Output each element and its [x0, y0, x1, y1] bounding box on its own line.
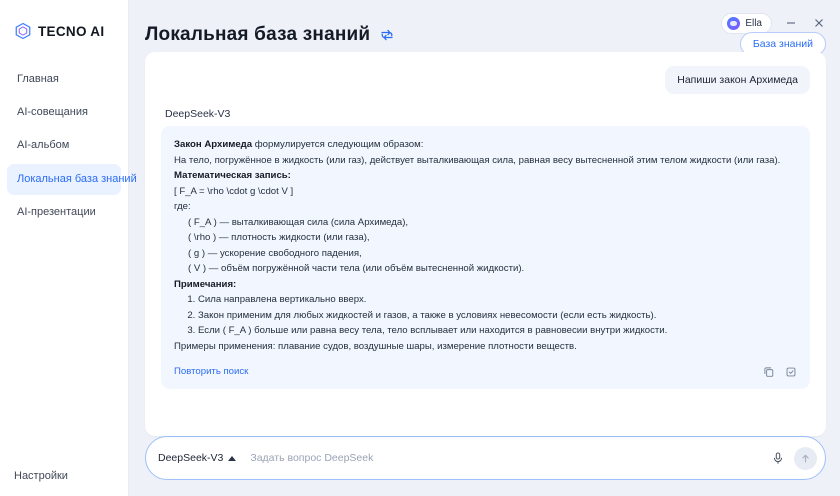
brand [0, 0, 128, 46]
sidebar-nav [0, 64, 137, 228]
composer [145, 436, 826, 480]
prompt-input[interactable] [242, 451, 762, 465]
caret-up-icon [228, 456, 236, 461]
user-message-row [161, 66, 810, 94]
answer-definition: ( \rho ) — плотность жидкости (или газа), [188, 232, 370, 244]
notes-heading-text: Примечания: [174, 278, 237, 290]
list-item: 1. Сила направлена вертикально вверх. [198, 292, 797, 308]
answer-definition: ( g ) — ускорение свободного падения, [188, 247, 362, 259]
knowledge-base-button[interactable]: База знаний [740, 32, 826, 56]
chat-scroll-area[interactable] [145, 52, 826, 436]
sidebar-item-presentations[interactable]: AI-презентации [17, 205, 96, 218]
sidebar-item-album[interactable]: AI-альбом [17, 139, 70, 152]
main-area [129, 0, 840, 496]
list-item: 3. Если ( F_A ) больше или равна весу тела, тело всплывает или находится в равновесии внутри жидкости. [198, 323, 797, 339]
user-message-bubble: Напиши закон Архимеда [665, 66, 810, 94]
minimize-button[interactable] [782, 14, 800, 32]
sidebar-item-meetings[interactable]: AI-совещания [17, 106, 88, 119]
save-icon[interactable] [785, 366, 797, 378]
answer-math-heading [174, 168, 797, 184]
answer-notes-list [174, 292, 797, 339]
send-button[interactable] [794, 447, 817, 470]
sidebar-item-knowledge-base[interactable]: Локальная база знаний [7, 164, 121, 195]
ella-label: Ella [745, 17, 762, 29]
answer-where-label: где: [174, 201, 191, 213]
answer-intro [174, 137, 797, 153]
model-selector[interactable] [158, 452, 236, 464]
ella-assistant-button[interactable] [721, 13, 772, 34]
message-action-icons [763, 366, 797, 378]
sidebar-item-home[interactable]: Главная [17, 73, 59, 85]
assistant-message-bubble [161, 126, 810, 389]
answer-definition: ( V ) — объём погружённой части тела (или объём вытесненной жидкости). [188, 263, 525, 275]
brand-name: TECNO AI [38, 23, 105, 39]
retry-search-link[interactable]: Повторить поиск [174, 366, 249, 378]
assistant-model-name: DeepSeek-V3 [165, 108, 231, 120]
chat-panel [145, 52, 826, 436]
refresh-icon[interactable] [379, 27, 395, 43]
answer-notes-heading [174, 277, 797, 293]
sidebar-footer [0, 470, 128, 496]
hexagon-logo-icon [14, 22, 32, 40]
sidebar [0, 0, 137, 496]
copy-icon[interactable] [763, 366, 775, 378]
sidebar-item-settings[interactable]: Настройки [14, 470, 68, 482]
answer-intro-bold: Закон Архимеда [174, 139, 253, 150]
microphone-icon[interactable] [768, 448, 788, 468]
ella-avatar-icon [727, 17, 740, 30]
page-title: Локальная база знаний [145, 24, 371, 45]
model-selector-label: DeepSeek-V3 [158, 452, 224, 464]
answer-examples: Примеры применения: плавание судов, воздушные шары, измерение плотности веществ. [174, 340, 577, 352]
answer-intro-rest: формулируется следующим образом: [252, 139, 424, 150]
answer-formula: [ F_A = \rho \cdot g \cdot V ] [174, 185, 294, 197]
answer-statement: На тело, погружённое в жидкость (или газ), действует выталкивающая сила, равная весу вытесненной этим телом жидкости (или газа). [174, 154, 781, 166]
math-heading-text: Математическая запись: [174, 170, 291, 182]
answer-definition: ( F_A ) — выталкивающая сила (сила Архимеда), [188, 216, 409, 228]
list-item: 2. Закон применим для любых жидкостей и газов, а также в условиях невесомости (если есть жидкость). [198, 308, 797, 324]
message-actions [174, 364, 797, 380]
close-button[interactable] [810, 14, 828, 32]
